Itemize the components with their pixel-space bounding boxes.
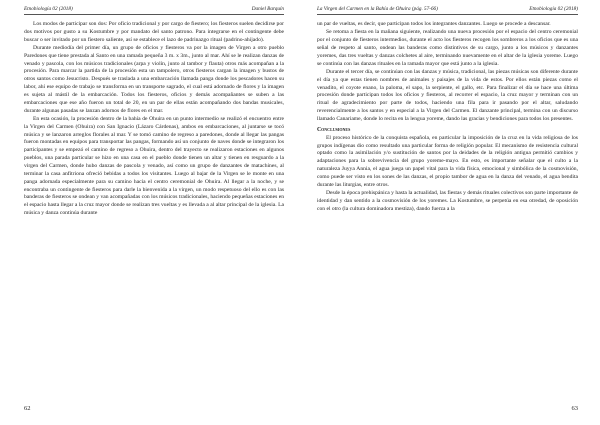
paragraph: El proceso histórico de la conquista española, en particular la imposición de la cruz en la vida religiosa de los grupos indígenas dio como resultado una particular forma de religión popular. El mecanismo de resistencia cultural optado como la asimilación y/o sustitución de santos por la deidades de la religión antigua permitió cambios y adaptaciones para la sobrevivencia del grupo yoreme-mayo. En esto, es importante señalar que el culto a la naturaleza Juyya Annia, el agua juega un papel vital para la vida física, emocional y simbólica de la cosmovisión, como puede ser visto en los sones de las danzas, el propio tambor de agua en la danza del venado, el agua bendita durante las liturgias, entre otros. xyxy=(317,134,578,188)
running-header xyxy=(24,6,284,15)
page-number: 63 xyxy=(571,405,578,412)
paragraph: un par de vueltas, es decir, que participan todos los integrantes danzantes. Luego se procede a descansar. xyxy=(317,21,551,27)
running-header xyxy=(317,6,578,15)
paragraph: Desde la época prehispánica y hasta la actualidad, las fiestas y demás rituales colectivos son parte importante de identidad y dan sentido a la cosmovisión de los yoremes. La Kostumbre, se perpetúa en esa otredad, de oposición con el otro (la cultura dominadora mestiza), dando fuerza a la xyxy=(317,190,578,212)
paragraph: Durante mediodía del primer día, un grupo de oficios y fiesteros va por la imagen de Virgen a otro pueblo Paredones que tiene prestada al Santo en una ramada pequeña 3 m. x 3m., junto al mar. Ahí se le realizan danzas de venado y pascola, con los músicos tradicionales (arpa y violín, junto al tambor y flauta) otros más acompañan a la procesión. Para marcar la partida de la procesión esta un tampolero, otros fiesteros cargan la imagen y bustos de otros santos como Jesucristo. Después se traslada a una embarcación llamada panga donde los pescadores hacen su labor, ahí ese equipo de trabajo se transforma en un transporte sagrado, el cual está adornado de flores y la imagen es sujeta al mástil de la embarcación. Todos los fiesteros, oficios y demás acompañantes se suben a las embarcaciones que ese año fueron un total de 20, en un par de ellas están acompañando dos bandas musicales, durante algunas pasadas se lanzan adornos de flores en el mar. xyxy=(24,44,284,114)
paragraph: Durante el tercer día, se continúan con las danzas y música, tradicional, las piezas músicas son diferente durante el día ya que estas tienen nombres de animales y paisajes de la vida de estos. Por ellos están piezas como el venadito, el coyote enano, la paloma, el sapo, la serpiente, el gallo, etc. Para finalizar el día se hace una última procesión donde participan todos los oficios y fiesteros, al recorrer el espacio, la cruz mayor y terminan con un ritual de agradecimiento por parte de todos, haciendo una fila para ir pasando por el altar, saludando reverencialmente a los santos y en especial a la Virgen del Carmen. El danzante principal, termina con un discurso llamado Canariame, donde lo recita en la lengua yoreme, dando las gracias y bendiciones para todos los presentes. xyxy=(317,68,578,122)
journal-name: Etnobiología 02 (2018) xyxy=(529,6,578,12)
paragraph: Los modos de participar son dos: Por oficio tradicional y por cargo de fiestero; los fiesteros suelen decidirse por dos motivos por gusto a su Kostumbre y por mandato del santo patrono. Para integrarse en el contingente debe buscar o ser invitado por un fiestero saliente, así se establece el lazo de padrinazgo ritual (padrino-ahijado). xyxy=(24,21,284,43)
paragraph: Se retoma a fiesta en la mañana siguiente, realizando una nueva procesión por el espacio del centro ceremonial por el conjunto de fiesteros intermedios, durante el acto los fiesteros recogen los sombreros a los oficios que es una señal de respeto al santo, ondean las banderas como distintivos de su cargo, junto a los músicos y danzantes yoremes, das tres vueltas y danzas colchetes al aire, terminando nuevamente en el altar de la iglesia yoreme. Luego se continúa con las danzas rituales en la ramada mayor que está junto a la iglesia. xyxy=(317,29,578,67)
author-name: Daniel Barquín xyxy=(251,6,284,12)
body-text xyxy=(317,21,578,214)
paragraph: En esta ocasión, la procesión dentro de la bahía de Ohuira en un punto intermedio se realizó el encuentro entre la Virgen del Carmen (Ohuira) con San Ignacio (Lázaro Cárdenas), ambos en embarcaciones, al juntarse se tocó música y se lanzaron arreglos florales al mar. Y se tomó camino de regreso a paredones, donde al llegar las pangas fueron montadas en equipos para transportar las pangas, formando así un conjunto de naves donde se integraron los participantes y se empezó el camino de regreso a Ohuira, dentro del trayecto se realizaron estaciones en algunos pueblos, una parada particular se hizo en una casa en el pueblo donde tienen un altar y tienen en resguardo a la virgen del Carmen, donde hubo danzas de pascola y venado, así como un grupo de danzantes de matachines, al terminar la casa anfitriona ofreció bebidas a todos los visitantes. Luego al bajar de la Virgen se le monte en una panga adornada especialmente para su camino hacia el centro ceremonial de Ohuira. Al llegar a la noche, y se encontraba un contingente de fiesteros para darle la bienvenida a la virgen, un modo respetuoso del ello es con las banderas de fiesteros se ondean y van acompañadas con los músicos tradicionales, haciendo pequeñas estaciones en el espacio hasta llegar a la cruz mayor donde se realizan tres vueltas y es llevada a al altar principal de la iglesia. La música y danza continúa durante xyxy=(24,115,284,217)
section-heading: Conclusiones xyxy=(317,126,351,133)
article-title: La Virgen del Carmen en la Bahía de Ohuira (pág. 57-66) xyxy=(317,6,438,12)
right-page xyxy=(300,0,600,425)
page-number: 62 xyxy=(24,405,31,412)
body-text xyxy=(24,21,284,218)
journal-name: Etnobiología 02 (2018) xyxy=(24,6,73,12)
